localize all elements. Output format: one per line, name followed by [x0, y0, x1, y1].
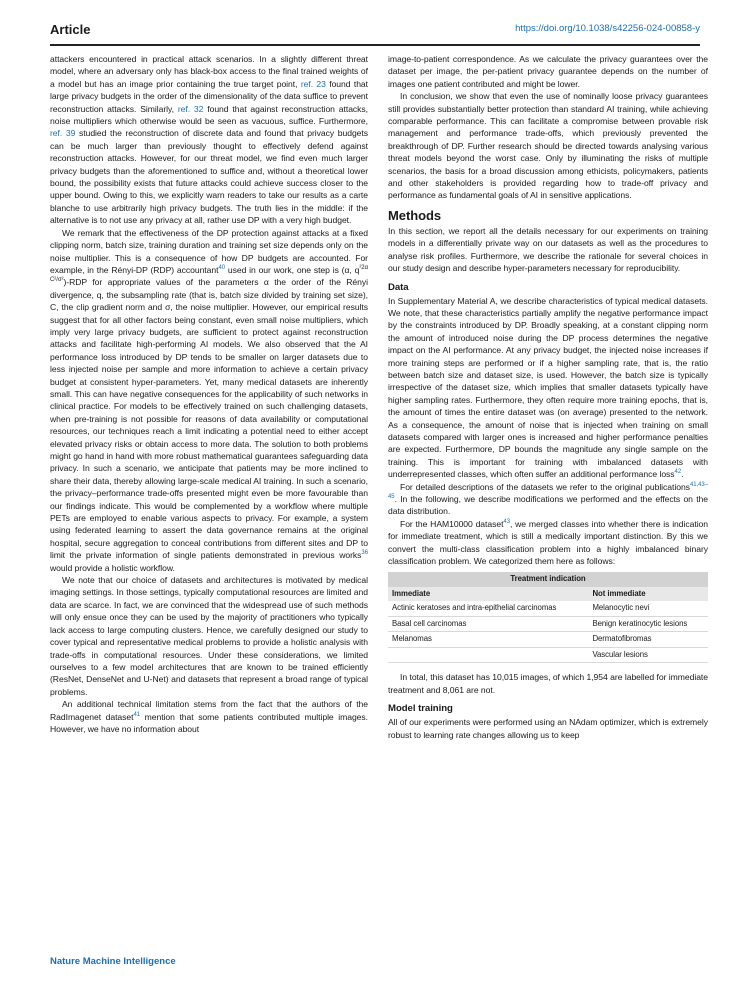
paragraph: In this section, we report all the details necessary for our experiments on training models in a differentially private way on our datasets as well as the procedures to analyse risk profiles. Furthermore, we describe the rationale for several choices in our study design and describe hyper-parameters necessary for reproducibility. — [388, 225, 708, 274]
table-cell — [388, 647, 588, 663]
column-header: Not immediate — [588, 587, 708, 602]
column-header: Immediate — [388, 587, 588, 602]
paragraph: In Supplementary Material A, we describe characteristics of typical medical datasets. We note, that these characteristics partially amplify the negative performance impact by the constraints introduced by DP. Broadly speaking, at a constant clipping norm the amount of introduced noise during the DP process determines the negative impact on the AI performance. At any privacy budget, the injected noise increases if more training steps are performed or if a higher sampling rate, that is, the ratio between batch size and dataset size, is used. However, the batch size is typically irrespective of the dataset size, which implies that smaller datasets typically have higher sampling rates. Furthermore, they often require more training epochs, that is, the amount of times the entire dataset was (on average) presented to the network. As a consequence, the amount of noise that is injected when training on small datasets compared with larger ones is increased and higher performance penalties are expected. Furthermore, DP bounds the magnitude any single sample on the training. This is important for training with imbalanced datasets with underrepresented classes, which often suffer an additional performance loss$^{42}$. — [388, 295, 708, 480]
table-cell: Vascular lesions — [588, 647, 708, 663]
table-row — [388, 647, 708, 663]
citation-link[interactable]: 36 — [361, 550, 368, 557]
methods-heading: Methods — [388, 207, 442, 223]
header-rule — [50, 44, 700, 46]
section-label: Article — [50, 22, 91, 37]
table-row — [388, 601, 708, 616]
reference-link[interactable]: ref. 39 — [50, 128, 76, 139]
table-cell: Basal cell carcinomas — [388, 616, 588, 632]
table-caption: Treatment indication — [388, 572, 708, 587]
table-row — [388, 632, 708, 648]
journal-footer: Nature Machine Intelligence — [50, 956, 176, 967]
reference-link[interactable]: ref. 32 — [177, 103, 204, 114]
citation-link[interactable]: 41,43–45 — [388, 481, 708, 501]
left-column — [50, 53, 368, 735]
doi-link[interactable]: https://doi.org/10.1038/s42256-024-00858-y — [515, 23, 700, 34]
paragraph: In conclusion, we show that even the use of nominally loose privacy guarantees still provides substantially better protection than standard AI training, while achieving comparable performance. This can facilitate a compromise between provable risk management and performance trade-offs, which previously prevented the breakthrough of DP. Further research should be directed towards analysing various threat models beyond the worst case. Only by illuminating the risks of multiple scenarios, the basis for a broad discussion among ethicists, policymakers, patients and other stakeholders is provided regarding how to trade-off privacy and performance as fundamental goals of AI in sensitive applications. — [388, 91, 708, 201]
citation-link[interactable]: 40 — [218, 265, 226, 272]
citation-link[interactable]: 43 — [503, 518, 510, 525]
reference-link[interactable]: ref. 23 — [300, 78, 326, 89]
citation-link[interactable]: 42 — [674, 469, 682, 476]
paragraph: attackers encountered in practical attack scenarios. In a slightly different threat model, where an adversary only has black-box access to the final trained weights of a model but has an image prior containing the true target point, ref. 23 found that large privacy budgets in the order of the dimensionality of the data suffice to prevent reconstruction attacks. Similarly, ref. 32 found that against reconstruction attacks, noise multipliers which otherwise would be seen as vacuous, suffice. Furthermore, ref. 39 studied the reconstruction of discrete data and found that privacy budgets can be much larger than previously thought to effectively defend against reconstruction attacks. However, for our threat model, we find even much larger privacy budgets than the aforementioned to suffice and, without a theoretical lower bound, the possibility exists that future attacks could achieve success closer to the upper bound. Owing to this, we explicitly warn readers to take our results as a carte blanche to use arbitrarily high privacy budgets. The truth lies in the middle: if the alternative is to not use any privacy at all, rather use DP with a very high budget. — [50, 54, 369, 226]
citation-link[interactable]: 41 — [133, 711, 141, 718]
paragraph: For the HAM10000 dataset$^{43}$, we merged classes into whether there is indication for immediate treatment, which is still a medically important distinction. By this we convert the multi-class classification problem into a highly imbalanced binary classification problem. We categorized them here as follows: — [388, 518, 709, 567]
paragraph: All of our experiments were performed using an NAdam optimizer, which is extremely robust to learning rate changes allowing us to keep — [388, 717, 708, 740]
paragraph: image-to-patient correspondence. As we calculate the privacy guarantees over the dataset per image, the per-patient privacy guarantee depends on the number of images one patient contributed and might be lower. — [388, 54, 708, 89]
paragraph: We remark that the effectiveness of the DP protection against attacks at a fixed clipping norm, batch size, training duration and training set size depends only on the noise multiplier. This is a consequence of how DP budgets are accounted. For example, in the Rényi-DP (RDP) accountant$^{40}$ used in our work, one step is (α, $q^{^22\alpha C^2/\sigma^2}$)-RDP for appropriate values of the parameters α the order of the Rényi divergence, q, the subsampling rate (that is, batch size divided by training set size), C, the clip gradient norm and σ, the noise multiplier. However, our empirical results suggest that for all other factors being constant, even small noise multipliers, which imply very large privacy budgets, are sufficient to protect against reconstruction attacks and facilitate high-performing AI models. We also observed that the AI performance loss introduced by DP tends to be smaller on larger datasets due to less injected noise per sample and more information to achieve a certain privacy budget at consistent hyper-parameters. Yet, many medical datasets are inherently small. This can have negative consequences for the applicability of such networks in clinical practice. For models to be effectively trained on such challenging datasets, when pre-training is not possible for reasons of data availability or computational resources, our techniques reach a limit indicating a potential need to either accept elevated privacy risks or obtain access to more data. The solution to both problems might go hand in hand with more robust mathematical guarantees safeguarding data privacy. In such a scenario, we anticipate that patients may be more inclined to share their data, thereby allowing large-scale medical AI training. In such a scenario, the privacy–performance trade-offs presented might even be more favourable than our findings indicate. This would be complemented by a workflow where multiple PETs are employed to enable various aspects to privacy. For example, a system using federated learning to assert the data governance remains at the original hospital, secure aggregation to conceal contributions from different sites and DP to limit the private information of single patients demonstrated in previous works$^{36}$ would provide a holistic workflow. — [50, 227, 368, 573]
paragraph: We note that our choice of datasets and architectures is motivated by medical imaging settings. In those settings, typically computational resources are limited and data are scarce. In fact, we are convinced that the widespread use of such methods will only ensue once they can be used by the majority of practitioners who typically lack access to large computing clusters. Hence, we carefully designed our study to cover typical and representative medical problems to provide a holistic analysis with trade-offs in computational resources. Under these considerations, we limited ourselves to a few model architectures that are known to be trained efficiently (ResNet, DenseNet and U-Net) and datasets that represent a broad range of typical problems. — [50, 575, 368, 697]
treatment-table — [388, 572, 708, 663]
table-cell: Dermatofibromas — [588, 632, 708, 648]
table-row — [388, 616, 708, 632]
table-cell: Melanomas — [388, 632, 588, 648]
table-cell: Actinic keratoses and intra-epithelial carcinomas — [388, 601, 588, 616]
rdp-formula: ²2α C²/σ² — [50, 265, 368, 284]
model-training-heading: Model training — [388, 703, 453, 715]
data-heading: Data — [388, 281, 409, 293]
page-header — [50, 22, 700, 42]
paragraph: In total, this dataset has 10,015 images, of which 1,954 are labelled for immediate treatment and 8,061 are not. — [388, 672, 708, 695]
right-column — [388, 53, 708, 741]
table-cell: Benign keratinocytic lesions — [588, 616, 708, 632]
table-cell: Melanocytic nevi — [588, 601, 708, 616]
paragraph: For detailed descriptions of the datasets we refer to the original publications$^{41,43-45}$. In the following, we describe modifications we performed and the effects on the data distribution. — [388, 481, 708, 517]
paragraph: An additional technical limitation stems from the fact that the authors of the RadImagenet dataset$^{41}$ mention that some patients contributed multiple images. However, we have no information about — [50, 699, 368, 734]
